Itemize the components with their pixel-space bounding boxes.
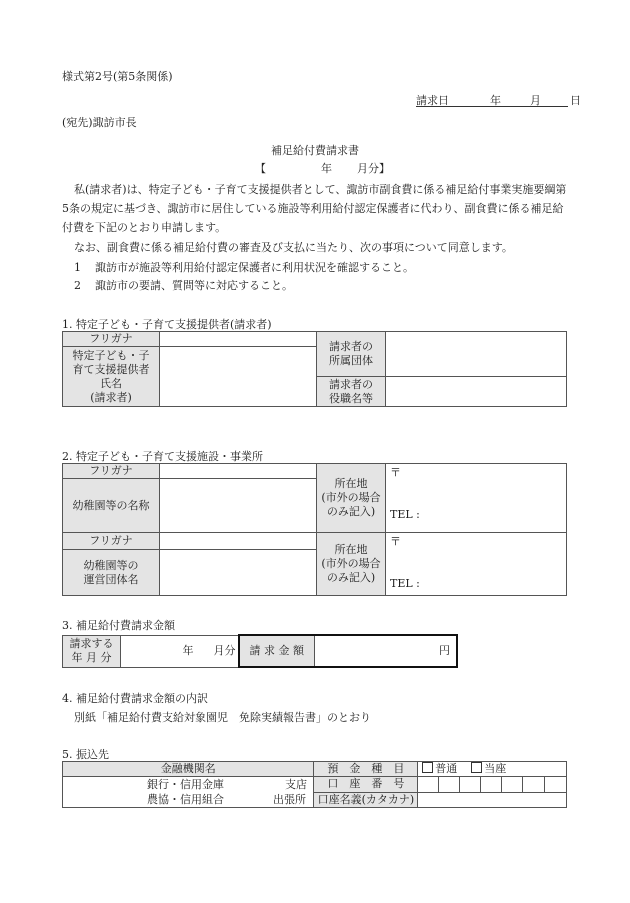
account-digit-field[interactable] <box>502 777 523 793</box>
deposit-type-label: 預 金 種 目 <box>314 762 418 777</box>
page-title: 補足給付費請求書 <box>271 144 359 157</box>
consent-intro: なお、副食費に係る補足給付費の審査及び支払に当たり、次の事項について同意します。 <box>74 241 513 254</box>
ordinary-checkbox[interactable]: 普通 <box>422 762 457 775</box>
operator-name-label: 幼稚園等の 運営団体名 <box>63 550 160 596</box>
tel-label: TEL : <box>390 508 420 521</box>
section1-heading: 1. 特定子ども・子育て支援提供者(請求者) <box>62 318 272 331</box>
furigana-label: フリガナ <box>63 332 160 347</box>
account-name-label: 口座名義(カタカナ) <box>314 792 418 808</box>
operator-name-field[interactable] <box>160 550 317 596</box>
job-title-label: 請求者の 役職名等 <box>317 377 386 407</box>
section3-heading: 3. 補足給付費請求金額 <box>62 619 175 632</box>
consent-item: 2 諏訪市の要請、質問等に対応すること。 <box>74 279 293 292</box>
operator-address-label: 所在地 (市外の場合 のみ記入) <box>317 533 386 596</box>
current-checkbox[interactable]: 当座 <box>471 762 506 775</box>
account-name-field[interactable] <box>418 792 567 808</box>
account-digit-field[interactable] <box>545 777 567 793</box>
request-date: 請求日 年 月 日 <box>416 94 581 107</box>
applicant-table <box>62 331 567 407</box>
facility-furigana-field[interactable] <box>160 464 317 479</box>
applicant-name-field[interactable] <box>160 347 317 407</box>
account-digit-field[interactable] <box>460 777 481 793</box>
section4-heading: 4. 補足給付費請求金額の内訳 <box>62 692 208 705</box>
org-label: 請求者の 所属団体 <box>317 332 386 377</box>
request-date-label: 請求日 <box>416 94 449 107</box>
bank-name-field[interactable]: 銀行・信用金庫 支店 農協・信用組合 出張所 <box>63 777 314 808</box>
facility-name-label: 幼稚園等の名称 <box>63 479 160 533</box>
facility-table <box>62 463 567 596</box>
section2-heading: 2. 特定子ども・子育て支援施設・事業所 <box>62 450 263 463</box>
deposit-type-options <box>418 762 567 777</box>
applicant-name-label: 特定子ども・子 育て支援提供者 氏名 (請求者) <box>63 347 160 407</box>
furigana-label: フリガナ <box>63 464 160 479</box>
consent-item: 1 諏訪市が施設等利用給付認定保護者に利用状況を確認すること。 <box>74 261 414 274</box>
facility-address-label: 所在地 (市外の場合 のみ記入) <box>317 464 386 533</box>
tel-label: TEL : <box>390 577 420 590</box>
amount-field[interactable]: 円 <box>315 635 458 667</box>
operator-address-field[interactable] <box>386 533 567 596</box>
form-number: 様式第2号(第5条関係) <box>62 70 173 83</box>
postal-mark: 〒 <box>390 466 401 479</box>
facility-name-field[interactable] <box>160 479 317 533</box>
amount-label: 請 求 金 額 <box>239 635 315 667</box>
account-digit-field[interactable] <box>418 777 439 793</box>
job-title-field[interactable] <box>386 377 567 407</box>
bank-table <box>62 761 567 808</box>
section5-heading: 5. 振込先 <box>62 748 109 761</box>
org-field[interactable] <box>386 332 567 377</box>
postal-mark: 〒 <box>390 535 401 548</box>
period-label: 請求する 年 月 分 <box>63 635 121 667</box>
account-digit-field[interactable] <box>523 777 545 793</box>
addressee: (宛先)諏訪市長 <box>62 116 137 129</box>
facility-address-field[interactable] <box>386 464 567 533</box>
account-digit-field[interactable] <box>439 777 460 793</box>
furigana-label: フリガナ <box>63 533 160 550</box>
account-digit-field[interactable] <box>481 777 502 793</box>
account-number-label: 口 座 番 号 <box>314 777 418 793</box>
body-paragraph: 私(請求者)は、特定子ども・子育て支援提供者として、諏訪市副食費に係る補足給付事業実施要綱第5条の規定に基づき、諏訪市に居住している施設等利用給付認定保護者に代わり、副食費に係る補足給付費を下記のとおり申請します。 <box>62 183 567 234</box>
bank-name-label: 金融機関名 <box>63 762 314 777</box>
amount-table <box>62 634 458 668</box>
operator-furigana-field[interactable] <box>160 533 317 550</box>
furigana-field[interactable] <box>160 332 317 347</box>
request-period: 【 年 月分】 <box>255 162 390 175</box>
period-field[interactable]: 年 月分 <box>121 635 239 667</box>
breakdown-text: 別紙「補足給付費支給対象園児 免除実績報告書」のとおり <box>74 711 371 724</box>
